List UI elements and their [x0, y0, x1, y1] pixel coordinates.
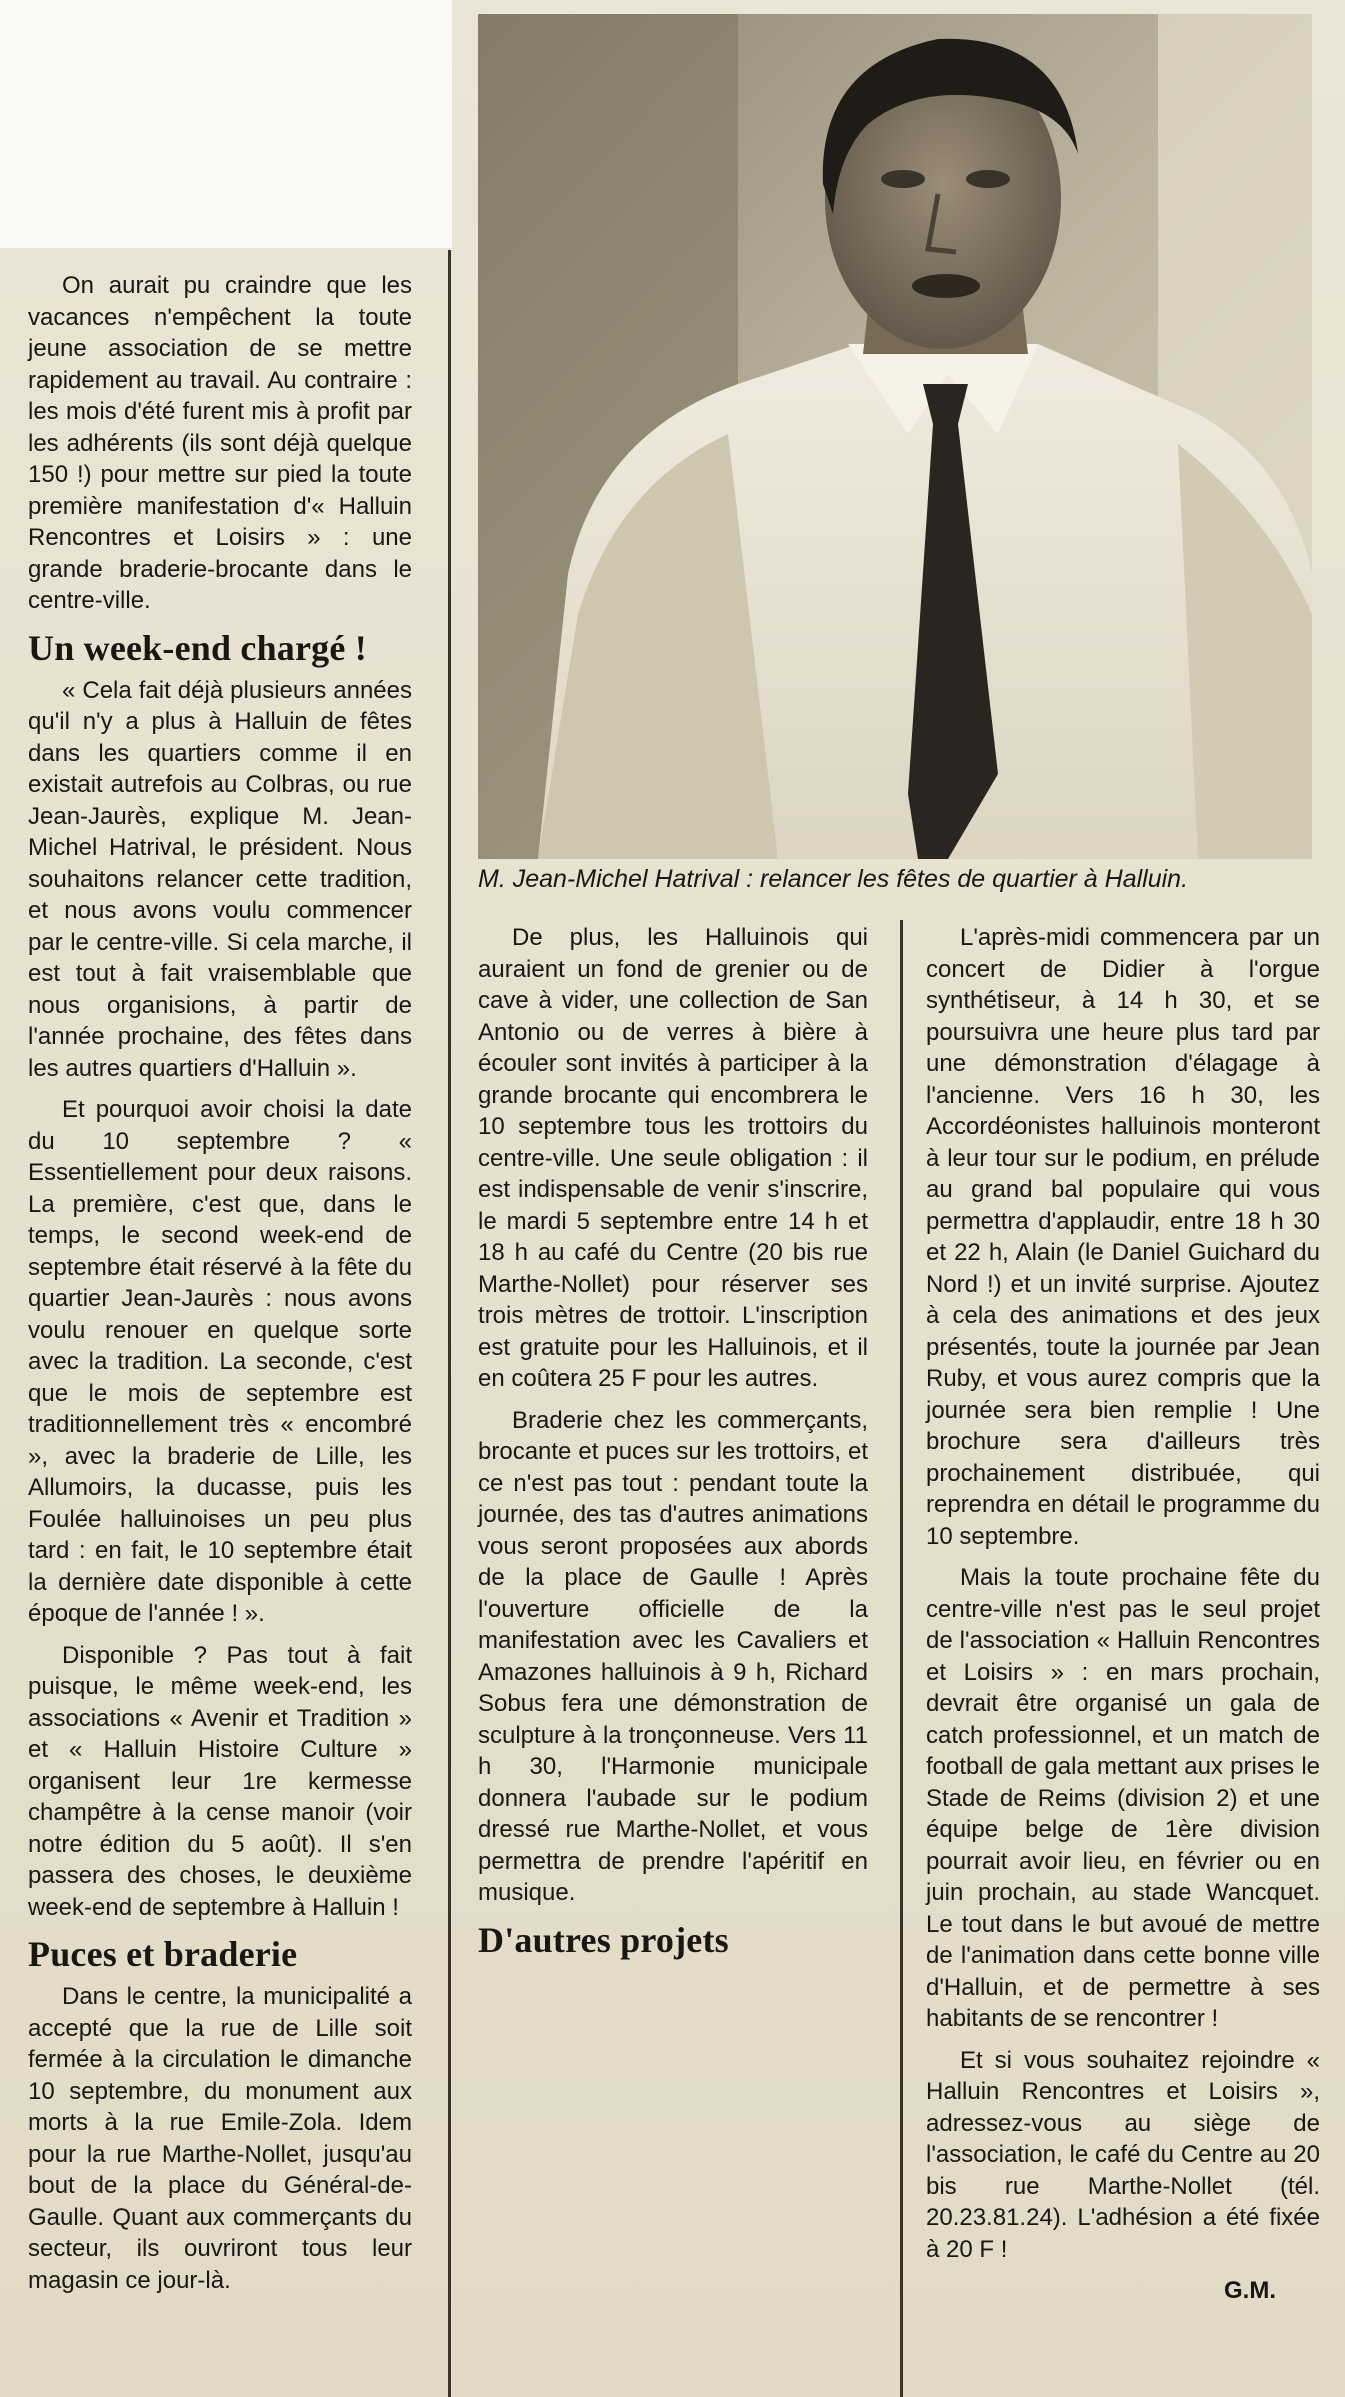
- paragraph: Mais la toute prochaine fête du centre-ville n'est pas le seul projet de l'association « Halluin Rencontres et Loisirs » : en mars prochain, devrait être organisé un gala de catch professionnel, et un match de football de gala mettant aux prises le Stade de Reims (division 2) et une équipe belge de 1ère division pourrait avoir lieu, en février ou en juin prochain, au stade Wancquet. Le tout dans le but avoué de mettre de l'animation dans cette bonne ville d'Halluin, et de permettre à ses habitants de se rencontrer !: [926, 1564, 1320, 2032]
- article-column-1: [28, 270, 412, 2306]
- column-divider: [448, 250, 451, 2397]
- paragraph: « Cela fait déjà plusieurs années qu'il n'y a plus à Halluin de fêtes dans les quartiers comme il en existait autrefois au Colbras, ou rue Jean-Jaurès, explique M. Jean-Michel Hatrival, le président. Nous souhaitons relancer cette tradition, et nous avons voulu commencer par le centre-ville. Si cela marche, il est tout à fait vraisemblable que nous organisions, à partir de l'année prochaine, des fêtes dans les autres quartiers d'Halluin ».: [28, 676, 412, 1082]
- column-divider: [900, 920, 903, 2397]
- portrait-photo-icon: [478, 14, 1312, 859]
- article-intro: On aurait pu craindre que les vacances n'empêchent la toute jeune association de se mettre rapidement au travail. Au contraire : les mois d'été furent mis à profit par les adhérents (ils sont déjà quelque 150 !) pour mettre sur pied la toute première manifestation d'« Halluin Rencontres et Loisirs » : une grande braderie-brocante dans le centre-ville.: [28, 272, 412, 614]
- paragraph: Braderie chez les commerçants, brocante et puces sur les trottoirs, et ce n'est pas tout : pendant toute la journée, des tas d'autres animations vous seront proposées aux abords de la place de Gaulle ! Après l'ouverture officielle de la manifestation avec les Cavaliers et Amazones halluinois à 9 h, Richard Sobus fera une démonstration de sculpture à la tronçonneuse. Vers 11 h 30, l'Harmonie municipale donnera l'aubade sur le podium dressé rue Marthe-Nollet, et vous permettra de prendre l'apéritif en musique.: [478, 1406, 868, 1906]
- paragraph: Et si vous souhaitez rejoindre « Halluin Rencontres et Loisirs », adressez-vous au siège de l'association, le café du Centre au 20 bis rue Marthe-Nollet (tél. 20.23.81.24). L'adhésion a été fixée à 20 F !: [926, 2046, 1320, 2263]
- subheading-weekend: Un week-end chargé !: [28, 627, 367, 668]
- paragraph: De plus, les Halluinois qui auraient un fond de grenier ou de cave à vider, une collection de San Antonio ou de verres à bière à écouler sont invités à participer à la grande brocante qui encombrera le 10 septembre tous les trottoirs du centre-ville. Une seule obligation : il est indispensable de venir s'inscrire, le mardi 5 septembre entre 14 h et 18 h au café du Centre (20 bis rue Marthe-Nollet) pour réserver ses trois mètres de trottoir. L'inscription est gratuite pour les Halluinois, et il en coûtera 25 F pour les autres.: [478, 924, 868, 1392]
- article-column-2: [478, 922, 868, 1967]
- blank-margin: [0, 0, 452, 248]
- subheading-projets: D'autres projets: [478, 1919, 729, 1960]
- photo-caption: M. Jean-Michel Hatrival : relancer les fêtes de quartier à Halluin.: [478, 865, 1189, 893]
- paragraph: Dans le centre, la municipalité a accepté que la rue de Lille soit fermée à la circulation le dimanche 10 septembre, du monument aux morts à la rue Emile-Zola. Idem pour la rue Marthe-Nollet, jusqu'au bout de la place du Général-de-Gaulle. Quant aux commerçants du secteur, ils ouvriront tous leur magasin ce jour-là.: [28, 1983, 412, 2294]
- subheading-puces: Puces et braderie: [28, 1934, 298, 1974]
- article-column-3: [926, 922, 1320, 2307]
- paragraph: Disponible ? Pas tout à fait puisque, le même week-end, les associations « Avenir et Tradition » et « Halluin Histoire Culture » organisent leur 1re kermesse champêtre à la cense manoir (voir notre édition du 5 août). Il s'en passera des choses, le deuxième week-end de septembre à Halluin !: [28, 1641, 412, 1921]
- paragraph: Et pourquoi avoir choisi la date du 10 septembre ? « Essentiellement pour deux raisons. La première, c'est que, dans le temps, le second week-end de septembre était réservé à la fête du quartier Jean-Jaurès : nous avons voulu renouer en quelque sorte avec la tradition. La seconde, c'est que le mois de septembre est traditionnellement très « encombré », avec la braderie de Lille, les Allumoirs, la ducasse, puis les Foulée halluinoises un peu plus tard : en fait, le 10 septembre était la dernière date disponible à cette époque de l'année ! ».: [28, 1096, 412, 1627]
- paragraph: L'après-midi commencera par un concert de Didier à l'orgue synthétiseur, à 14 h 30, et se poursuivra une heure plus tard par une démonstration d'élagage à l'ancienne. Vers 16 h 30, les Accordéonistes halluinois monteront à leur tour sur le podium, en prélude au grand bal populaire qui vous permettra d'applaudir, entre 18 h 30 et 22 h, Alain (le Daniel Guichard du Nord !) et un invité surprise. Ajoutez à cela des animations et des jeux présentés, toute la journée par Jean Ruby, et vous aurez compris que la journée sera bien remplie ! Une brochure sera d'ailleurs très prochainement distribuée, qui reprendra en détail le programme du 10 septembre.: [926, 924, 1320, 1550]
- author-signature: G.M.: [1224, 2277, 1276, 2304]
- portrait-photo: [478, 14, 1312, 859]
